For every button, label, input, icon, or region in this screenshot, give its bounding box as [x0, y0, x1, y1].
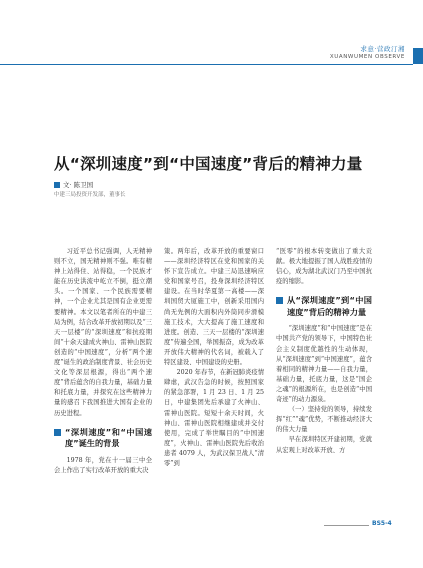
author-affiliation: 中建三局投资开发部，董事长 — [54, 192, 126, 198]
author-line — [54, 180, 93, 189]
column-name-english: XUANWUMEN OBSERVE — [329, 54, 405, 60]
page-header — [0, 36, 423, 64]
section-heading — [54, 427, 152, 450]
paragraph: 2020 年春节，在新冠肺炎疫情肆虐，武汉告急的时候，按照国家的紧急部署，1 月 23 日、1 月 25 日，中建集团先后承建了火神山、雷神山医院。短短十余天时间，火神山、雷神山医院相继建成并交付使用，完成了举世瞩目的“中国速度”，火神山、雷神山医院先后收治患者 4079 人，为武汉保卫战人“清零”到 — [164, 369, 264, 467]
author-name: 文· 陈卫国 — [63, 181, 94, 189]
column-name-right: 营政汀湘 — [377, 45, 405, 53]
section-heading-text: “深圳速度”和“中国速度”诞生的背景 — [65, 426, 152, 449]
column-name — [360, 44, 405, 53]
header-stripe — [413, 48, 423, 64]
section-square-icon — [54, 429, 61, 436]
author-square-icon — [54, 182, 60, 188]
paragraph: （一）坚持党的领导，持续发挥“红”“魂”优势，不断推动经济大的伟大力量 — [276, 406, 372, 434]
section-square-icon — [276, 297, 283, 304]
paragraph: “深圳速度”和“中国速度”是在中国共产党的领导下，中国特色社会主义制度优越性的生动体现，从“深圳速度”到“中国速度”，蕴含着相同的精神力量——自我力量，基础力量，托底力量，这是“国企之魂”的根源所在，也是创造“中国奇迹”的动力源泉。 — [276, 325, 372, 404]
paragraph: “医零”的根本转变做出了重大贡献。极大地提振了国人战胜疫情的信心，成为湖北武汉门乃至中国抗疫的缩影。 — [276, 248, 372, 286]
section-heading — [276, 295, 372, 318]
header-rule — [0, 36, 413, 65]
column-2 — [164, 247, 264, 469]
column-3 — [276, 247, 372, 456]
section-heading-text: 从“深圳速度”到“中国速度”背后的精神力量 — [287, 295, 372, 317]
paragraph: 1978 年，党在十一届三中全会上作出了实行改革开放的重大决 — [54, 456, 152, 474]
paragraph: 策。两年后，改革开放的重要窗口——深圳经济特区在党和国家的关怀下宣告成立。中建三局迅速响应党和国家号召，投身深圳经济特区建设。在当时华夏第一高楼——深圳国贸大厦施工中，创新采用国内尚无先例的大面积内外筒同步滑模施工技术，大大提高了施工速度和进度。创造、三天一层楼的“深圳速度”传遍全国，举国振奋，成为改革开放伟大精神的代名词，被载入了特区建设、中国建设的史册。 — [164, 248, 264, 367]
article-title: 从“深圳速度”到“中国速度”背后的精神力量 — [54, 155, 363, 173]
paragraph: 习近平总书记强调，人无精神则不立，国无精神则不强。唯有精神上站得住、站得稳，一个民族才能在历史洪流中屹立不倒，挺立潮头。一个国家、一个民族需要精神，一个企业尤其是国有企业更需要精神。本文以笔者所在的中建三局为例，结合改革开放初期以及“三天一层楼”的“深圳速度”和抗疫期间“十余天建成火神山、雷神山医院创造的“中国速度”，分析“两个速度”诞生的政治制度背景、社会历史文化等深层根源，得出“两个速度”背后蕴含的自我力量，基础力量和托底力量，并探究在这些精神力量的感召下我国推进大国有企业的历史进程。 — [54, 248, 152, 417]
column-1 — [54, 247, 152, 476]
page-number: BS5-4 — [372, 520, 392, 527]
paragraph: 早在深圳特区开建初期，党就从宏观上对改革开放、方 — [276, 436, 372, 454]
column-name-left: 求意 — [360, 45, 375, 53]
column-name-dot: · — [374, 45, 377, 53]
footer-rule — [324, 525, 369, 526]
